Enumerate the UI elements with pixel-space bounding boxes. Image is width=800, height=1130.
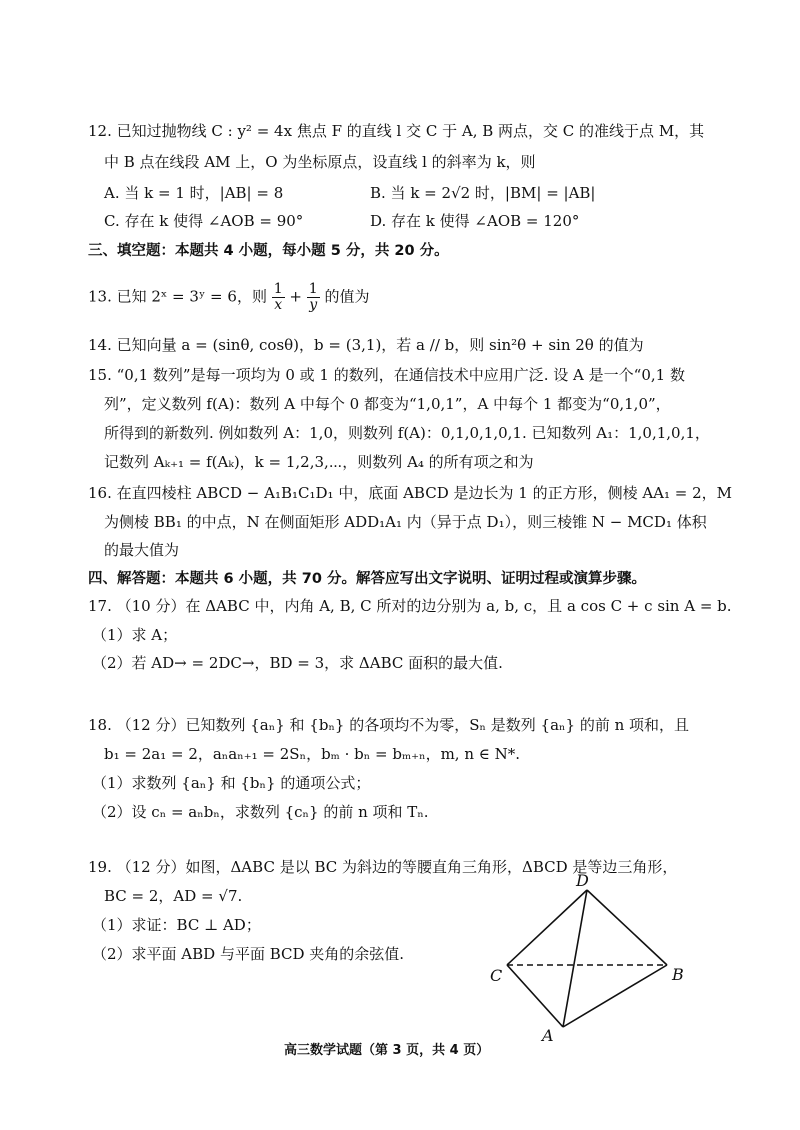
page-footer: 高三数学试题（第 3 页，共 4 页） <box>284 1043 490 1058</box>
p15-line1: 15. “0,1 数列”是每一项均为 0 或 1 的数列，在通信技术中应用广泛. 设 A 是一个“0,1 数 <box>88 366 685 384</box>
vertex-label-a: A <box>542 1026 554 1045</box>
frac-1-over-x: $\frac{1}{x}$ <box>273 281 283 313</box>
edge-ca <box>507 965 563 1027</box>
frac-1-over-y: $\frac{1}{y}$ <box>308 281 318 313</box>
p18-question2: （2）设 cₙ = aₙbₙ，求数列 {cₙ} 的前 n 项和 Tₙ. <box>92 803 429 821</box>
p12-option-a: A. 当 k = 1 时，|AB| = 8 <box>104 184 284 202</box>
p12-option-c: C. 存在 k 使得 ∠AOB = 90° <box>104 212 304 230</box>
tetrahedron-figure <box>480 870 700 1050</box>
p15-line2: 列”，定义数列 f(A)：数列 A 中每个 0 都变为“1,0,1”，A 中每个 1 都变为“0,1,0”， <box>104 395 671 413</box>
p15-line3: 所得到的新数列. 例如数列 A：1,0，则数列 f(A)：0,1,0,1,0,1. 已知数列 A₁：1,0,1,0,1， <box>104 424 710 442</box>
section-three-heading: 三、填空题：本题共 4 小题，每小题 5 分，共 20 分。 <box>88 243 449 259</box>
p19-line2: BC = 2，AD = √7. <box>104 887 243 905</box>
p17-line1: 17. （10 分）在 ΔABC 中，内角 A, B, C 所对的边分别为 a, b, c，且 a cos C + c sin A = b. <box>88 597 732 615</box>
edge-db <box>587 890 667 965</box>
p16-line2: 为侧棱 BB₁ 的中点，N 在侧面矩形 ADD₁A₁ 内（异于点 D₁），则三棱锥 N − MCD₁ 体积 <box>104 513 707 531</box>
edge-ad <box>563 890 587 1027</box>
vertex-label-c: C <box>490 966 503 985</box>
p12-line2: 中 B 点在线段 AM 上，O 为坐标原点，设直线 l 的斜率为 k，则 <box>104 153 536 171</box>
p13-line: 13. 已知 2ˣ = 3ʸ = 6，则 $\frac{1}{x}$ + $\frac{1}{y}$ 的值为 <box>88 281 370 313</box>
p17-question1: （1）求 A； <box>92 626 178 644</box>
p18-line1: 18. （12 分）已知数列 {aₙ} 和 {bₙ} 的各项均不为零，Sₙ 是数列 {aₙ} 的前 n 项和，且 <box>88 716 690 734</box>
p13-text: 13. 已知 2ˣ = 3ʸ = 6，则 <box>88 287 272 306</box>
p17-question2: （2）若 AD→ = 2DC→，BD = 3，求 ΔABC 面积的最大值. <box>92 654 503 672</box>
p12-line1: 12. 已知过抛物线 C : y² = 4x 焦点 F 的直线 l 交 C 于 A, B 两点，交 C 的准线于点 M，其 <box>88 122 705 140</box>
edge-ab <box>563 965 667 1027</box>
p12-option-d: D. 存在 k 使得 ∠AOB = 120° <box>370 212 580 230</box>
vertex-label-b: B <box>672 965 684 984</box>
p15-line4: 记数列 Aₖ₊₁ = f(Aₖ)，k = 1,2,3,⋯，则数列 A₄ 的所有项之和为 <box>104 453 534 471</box>
vertex-label-d: D <box>576 871 589 890</box>
section-four-heading: 四、解答题：本题共 6 小题，共 70 分。解答应写出文字说明、证明过程或演算步骤。 <box>88 571 646 587</box>
p19-question1: （1）求证：BC ⊥ AD； <box>92 916 261 934</box>
p18-line2: b₁ = 2a₁ = 2，aₙaₙ₊₁ = 2Sₙ，bₘ · bₙ = bₘ₊ₙ，m, n ∈ N*. <box>104 745 521 763</box>
p16-line3: 的最大值为 <box>104 541 180 559</box>
p13-suffix: 的值为 <box>319 287 370 306</box>
p18-question1: （1）求数列 {aₙ} 和 {bₙ} 的通项公式； <box>92 774 371 792</box>
p12-option-b: B. 当 k = 2√2 时，|BM| = |AB| <box>370 184 596 202</box>
p19-question2: （2）求平面 ABD 与平面 BCD 夹角的余弦值. <box>92 945 405 963</box>
p19-line1: 19. （12 分）如图，ΔABC 是以 BC 为斜边的等腰直角三角形，ΔBCD 是等边三角形， <box>88 858 678 876</box>
p16-line1: 16. 在直四棱柱 ABCD − A₁B₁C₁D₁ 中，底面 ABCD 是边长为 1 的正方形，侧棱 AA₁ = 2，M <box>88 484 733 502</box>
edge-cd <box>507 890 587 965</box>
p14-line: 14. 已知向量 a = (sinθ, cosθ)，b = (3,1)，若 a // b，则 sin²θ + sin 2θ 的值为 <box>88 336 644 354</box>
